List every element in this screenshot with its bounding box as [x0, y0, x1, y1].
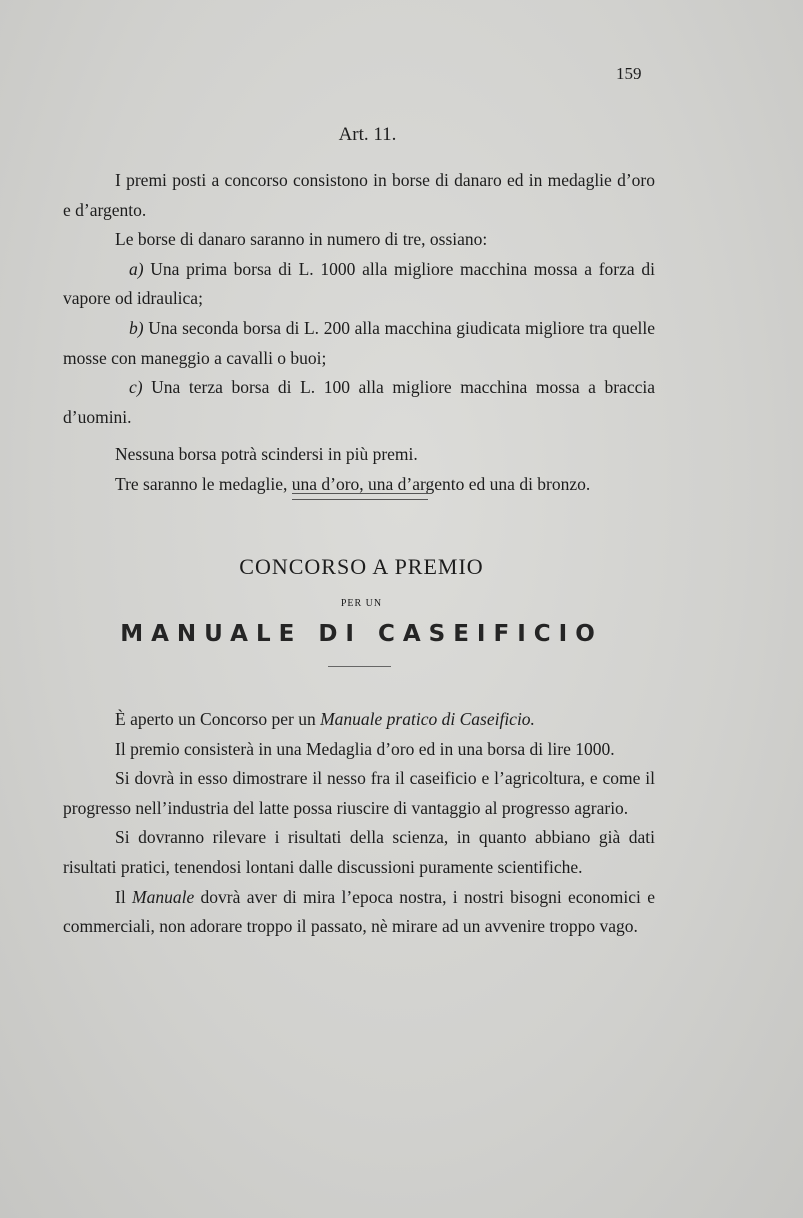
competition-subtitle: PER UN [340, 598, 383, 609]
competition-paragraph-1 [63, 705, 655, 735]
item-a-text: Una prima borsa di L. 1000 alla migliore macchina mossa a forza di vapore od idraulica; [63, 258, 655, 309]
competition-paragraph-3: Si dovrà in esso dimostrare il nesso fra il caseificio e l’agricoltura, e come il progresso nell’industria del latte possa riuscire di vantaggio al progresso agrario. [63, 768, 655, 818]
prize-item-a [63, 255, 655, 314]
competition-title: CONCORSO A PREMIO [239, 554, 484, 579]
manual-title: MANUALE DI CASEIFICIO [120, 621, 603, 647]
competition-p1-prefix: È aperto un Concorso per un [115, 709, 321, 729]
double-rule-divider [292, 493, 428, 500]
competition-p5-prefix: Il [115, 886, 133, 907]
competition-paragraph-2: Il premio consisterà in una Medaglia d’oro ed in una borsa di lire 1000. [115, 738, 615, 759]
item-b-text: Una seconda borsa di L. 200 alla macchina giudicata migliore tra quelle mosse con maneggio a cavalli o buoi; [63, 317, 655, 368]
page-number: 159 [616, 64, 642, 83]
prize-item-b [63, 314, 655, 373]
item-c-label: c) [129, 377, 143, 398]
competition-p5-suffix: dovrà aver di mira l’epoca nostra, i nostri bisogni economici e commerciali, non adorare troppo il passato, nè mirare ad un avvenire troppo vago. [63, 886, 655, 937]
article-body [63, 166, 655, 500]
competition-paragraph-4: Si dovranno rilevare i risultati della scienza, in quanto abbiano già dati risultati pratici, tenendosi lontani dalle discussioni puramente scientifiche. [63, 827, 655, 877]
article-paragraph-1: I premi posti a concorso consistono in borse di danaro ed in medaglie d’oro e d’argento. [63, 170, 655, 220]
manuale-italic: Manuale [132, 886, 195, 907]
article-paragraph-3: Nessuna borsa potrà scindersi in più premi. [115, 444, 418, 465]
manual-title-italic: Manuale pratico di Caseificio. [320, 709, 535, 729]
article-paragraph-4: Tre saranno le medaglie, una d’oro, una d’argento ed una di bronzo. [115, 473, 591, 494]
item-b-label: b) [129, 317, 144, 338]
item-a-label: a) [129, 258, 144, 279]
short-rule-divider [328, 666, 391, 667]
competition-body [63, 705, 655, 942]
article-heading: Art. 11. [338, 124, 397, 145]
competition-paragraph-5 [63, 883, 655, 942]
item-c-text: Una terza borsa di L. 100 alla migliore macchina mossa a braccia d’uomini. [63, 377, 655, 427]
prize-item-c [63, 373, 655, 432]
article-paragraph-2: Le borse di danaro saranno in numero di tre, ossiano: [115, 229, 488, 250]
